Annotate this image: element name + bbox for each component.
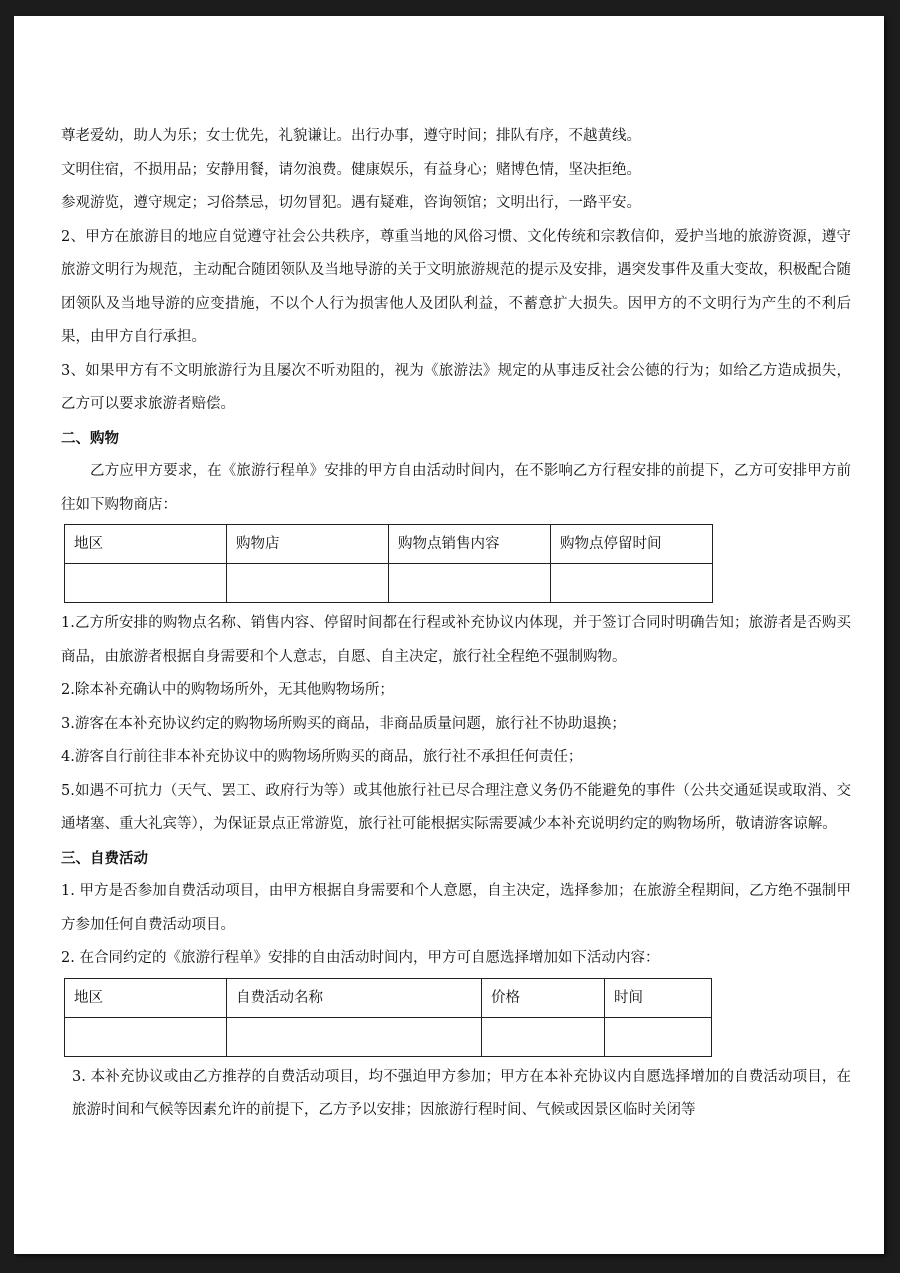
table-header-cell: 自费活动名称: [227, 978, 482, 1017]
table-row: [65, 564, 713, 603]
shopping-item-3: 3.游客在本补充协议约定的购物场所购买的商品，非商品质量问题，旅行社不协助退换；: [61, 715, 626, 732]
shopping-item-1: 1.乙方所安排的购物点名称、销售内容、停留时间都在行程或补充协议内体现，并于签订合同时明确告知；旅游者是否购买商品，由旅游者根据自身需要和个人意志，自愿、自主决定，旅行社全程绝不强制购物。: [61, 615, 851, 665]
document-body: [61, 120, 851, 1128]
table-cell[interactable]: [65, 1017, 227, 1056]
table-cell[interactable]: [227, 1017, 482, 1056]
table-cell[interactable]: [65, 564, 227, 603]
table-header-cell: 地区: [65, 978, 227, 1017]
shopping-item-4: 4.游客自行前往非本补充协议中的购物场所购买的商品，旅行社不承担任何责任；: [61, 749, 583, 765]
table-row: [65, 978, 712, 1017]
table-row: [65, 525, 713, 564]
table-cell[interactable]: [389, 564, 551, 603]
shopping-item-5: 5.如遇不可抗力（天气、罢工、政府行为等）或其他旅行社已尽合理注意义务仍不能避免的事件（公共交通延误或取消、交通堵塞、重大礼宾等），为保证景点正常游览，旅行社可能根据实际需要减少本补充说明约定的购物场所，敬请游客谅解。: [61, 782, 851, 832]
table-header-cell: 购物点停留时间: [551, 525, 713, 564]
shopping-item-2: 2.除本补充确认中的购物场所外，无其他购物场所；: [61, 682, 394, 698]
paragraph-etiquette-2: 文明住宿，不损用品；安静用餐，请勿浪费。健康娱乐，有益身心；赌博色情，坚决拒绝。: [61, 161, 641, 178]
table-cell[interactable]: [605, 1017, 712, 1056]
table-header-cell: 时间: [605, 978, 712, 1017]
section-heading-shopping: 二、购物: [61, 429, 119, 447]
paragraph-etiquette-1: 尊老爱幼，助人为乐；女士优先，礼貌谦让。出行办事，遵守时间；排队有序，不越黄线。: [61, 128, 641, 144]
table-header-cell: 地区: [65, 525, 227, 564]
table-cell[interactable]: [227, 564, 389, 603]
table-row: [65, 1017, 712, 1056]
table-cell[interactable]: [482, 1017, 605, 1056]
activities-item-3: 3. 本补充协议或由乙方推荐的自费活动项目，均不强迫甲方参加；甲方在本补充协议内自愿选择增加的自费活动项目，在旅游时间和气候等因素允许的前提下，乙方予以安排；因旅游行程时间、气候或因景区临时关闭等: [72, 1068, 851, 1118]
activities-item-1: 1. 甲方是否参加自费活动项目，由甲方根据自身需要和个人意愿，自主决定，选择参加；在旅游全程期间，乙方绝不强制甲方参加任何自费活动项目。: [61, 883, 851, 933]
paragraph-clause-3: 3、如果甲方有不文明旅游行为且屡次不听劝阻的，视为《旅游法》规定的从事违反社会公德的行为；如给乙方造成损失，乙方可以要求旅游者赔偿。: [61, 362, 851, 412]
document-page: [14, 16, 884, 1254]
shopping-table: [64, 524, 713, 603]
activities-table: [64, 978, 712, 1057]
section-heading-optional-activities: 三、自费活动: [61, 849, 148, 867]
shopping-intro: 乙方应甲方要求，在《旅游行程单》安排的甲方自由活动时间内，在不影响乙方行程安排的前提下，乙方可安排甲方前往如下购物商店：: [61, 463, 851, 513]
activities-item-2: 2. 在合同约定的《旅游行程单》安排的自由活动时间内，甲方可自愿选择增加如下活动内容：: [61, 950, 660, 966]
table-header-cell: 购物店: [227, 525, 389, 564]
table-header-cell: 购物点销售内容: [389, 525, 551, 564]
table-header-cell: 价格: [482, 978, 605, 1017]
table-cell[interactable]: [551, 564, 713, 603]
paragraph-etiquette-3: 参观游览，遵守规定；习俗禁忌，切勿冒犯。遇有疑难，咨询领馆；文明出行，一路平安。: [61, 195, 641, 211]
paragraph-clause-2: 2、甲方在旅游目的地应自觉遵守社会公共秩序，尊重当地的风俗习惯、文化传统和宗教信仰，爱护当地的旅游资源，遵守旅游文明行为规范，主动配合随团领队及当地导游的关于文明旅游规范的提示及安排，遇突发事件及重大变故，积极配合随团领队及当地导游的应变措施，不以个人行为损害他人及团队利益，不蓄意扩大损失。因甲方的不文明行为产生的不利后果，由甲方自行承担。: [61, 228, 851, 345]
